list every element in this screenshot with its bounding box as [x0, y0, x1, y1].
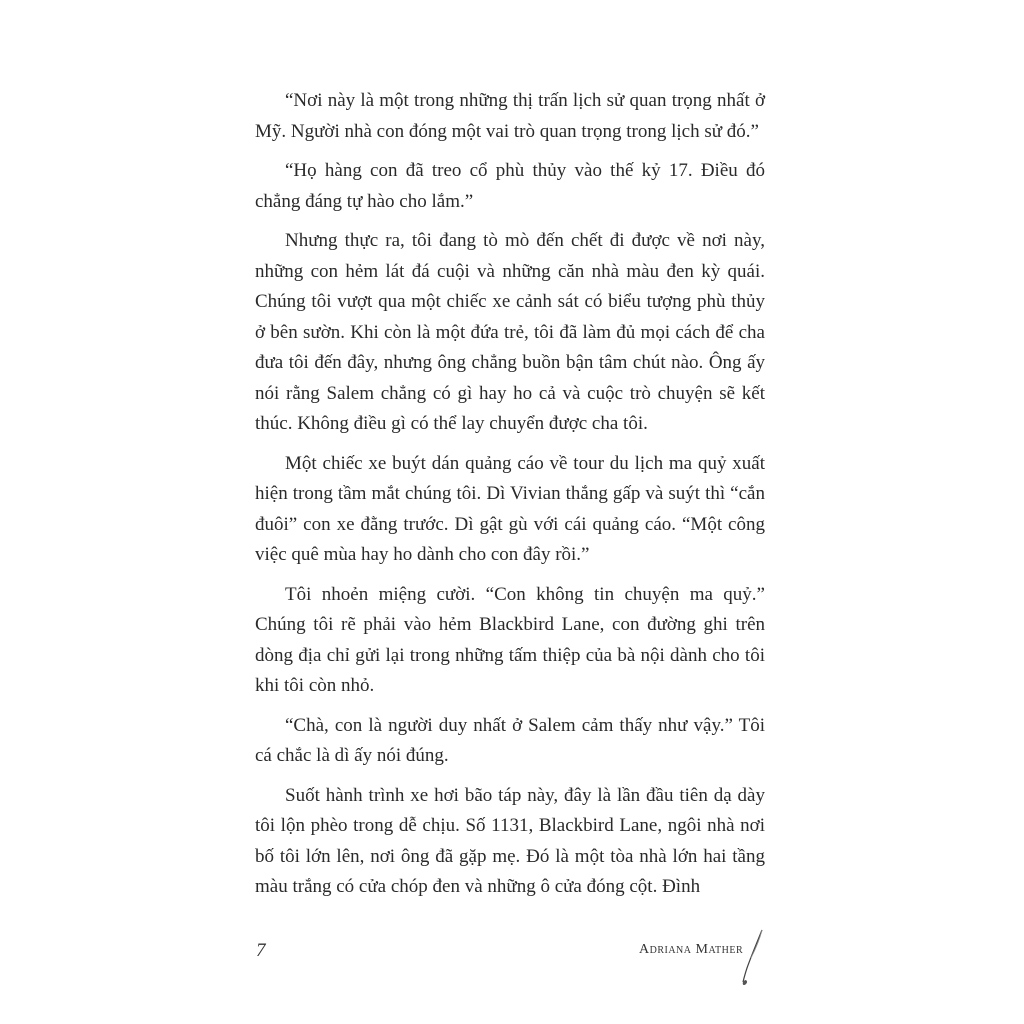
paragraph: Suốt hành trình xe hơi bão táp này, đây là lần đầu tiên dạ dày tôi lộn phèo trong dễ chịu. Số 1131, Blackbird Lane, ngôi nhà nơi bố tôi lớn lên, nơi ông đã gặp mẹ. Đó là một tòa nhà lớn hai tầng màu trắng có cửa chóp đen và những ô cửa đóng cột. Đình: [255, 784, 765, 897]
page-number: 7: [256, 940, 266, 961]
paragraph: “Nơi này là một trong những thị trấn lịch sử quan trọng nhất ở Mỹ. Người nhà con đóng một vai trò quan trọng trong lịch sử đó.”: [255, 90, 765, 142]
paragraph: Tôi nhoẻn miệng cười. “Con không tin chuyện ma quỷ.” Chúng tôi rẽ phải vào hẻm Blackbird Lane, con đường ghi trên dòng địa chỉ gửi lại trong những tấm thiệp của bà nội dành cho tôi khi tôi còn nhỏ.: [255, 583, 765, 696]
paragraph: “Chà, con là người duy nhất ở Salem cảm thấy như vậy.” Tôi cá chắc là dì ấy nói đúng.: [255, 714, 765, 766]
paragraph: “Họ hàng con đã treo cổ phù thủy vào thế kỷ 17. Điều đó chẳng đáng tự hào cho lắm.”: [255, 160, 765, 212]
running-footer-author: Adriana Mather: [639, 942, 744, 957]
paragraph: Nhưng thực ra, tôi đang tò mò đến chết đi được về nơi này, những con hẻm lát đá cuội và những căn nhà màu đen kỳ quái. Chúng tôi vượt qua một chiếc xe cảnh sát có biểu tượng phù thủy ở bên sườn. Khi còn là một đứa trẻ, tôi đã làm đủ mọi cách để cha đưa tôi đến đây, nhưng ông chẳng buồn bận tâm chút nào. Ông ấy nói rằng Salem chẳng có gì hay ho cả và cuộc trò chuyện sẽ kết thúc. Không điều gì có thể lay chuyển được cha tôi.: [255, 230, 765, 434]
body-text: [255, 86, 765, 912]
quill-pen-icon: [738, 928, 768, 988]
paragraph: Một chiếc xe buýt dán quảng cáo về tour du lịch ma quỷ xuất hiện trong tầm mắt chúng tôi. Dì Vivian thắng gấp và suýt thì “cắn đuôi” con xe đằng trước. Dì gật gù với cái quảng cáo. “Một công việc quê mùa hay ho dành cho con đây rồi.”: [255, 452, 765, 565]
